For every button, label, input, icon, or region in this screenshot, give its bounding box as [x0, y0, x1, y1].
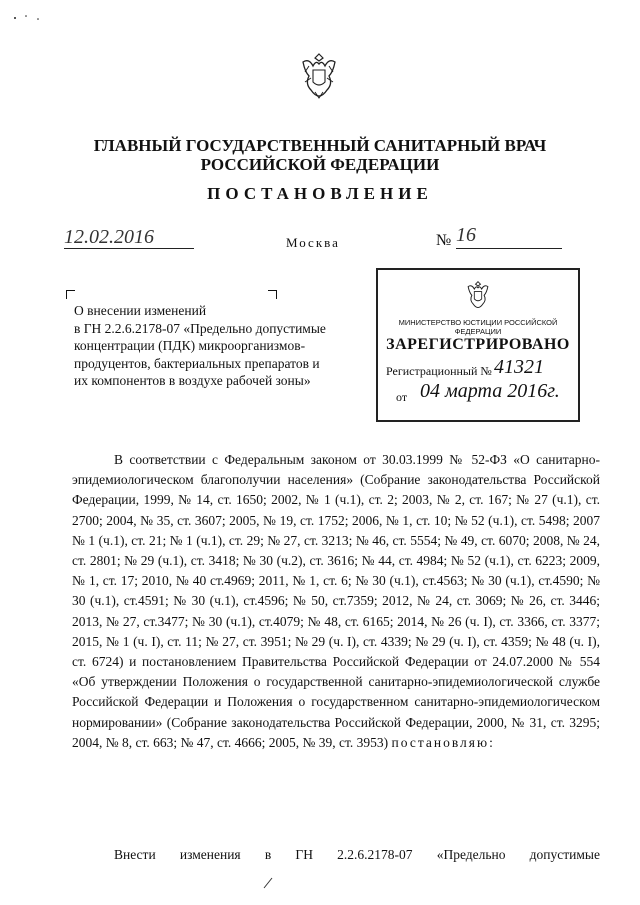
authority-title-line1: ГЛАВНЫЙ ГОСУДАРСТВЕННЫЙ САНИТАРНЫЙ ВРАЧ [93, 136, 547, 155]
document-number: 16 [456, 224, 476, 246]
stamp-from-label: от [396, 390, 408, 404]
coat-of-arms-icon [295, 48, 343, 100]
subject-bracket-left [66, 290, 75, 299]
pen-mark [262, 876, 274, 890]
subject-line: продуцентов, бактериальных препаратов и [74, 355, 320, 371]
number-label: № [436, 232, 452, 249]
subject-line: их компонентов в воздухе рабочей зоны» [74, 373, 311, 388]
stamp-reg-date: 04 марта 2016г. [420, 380, 560, 402]
stamp-reg-label: Регистрационный № [386, 364, 492, 378]
document-type: ПОСТАНОВЛЕНИЕ [207, 184, 433, 203]
body-text [72, 450, 600, 753]
stamp-emblem-icon [463, 278, 493, 310]
scan-speck [12, 12, 52, 22]
subject-bracket-right [268, 290, 277, 299]
paragraph-text: В соответствии с Федеральным законом от 30.03.1999 № 52-ФЗ «О санитарно-эпидемиологическом благополучии населения» (Собрание законодательства Российской Федерации, 1999, № 14, ст. 1650; 2002, № 1 (ч.1), ст. 2; 2003, № 2, ст. 167; № 27 (ч.1), ст. 2700; 2004, № 35, ст. 3607; 2005, № 19, ст. 1752; 2006, № 1, ст. 10; № 52 (ч.1), ст. 5498; 2007 № 1 (ч.1), ст. 21; № 1 (ч.1), ст. 29; № 27, ст. 3213; № 46, ст. 5554; № 49, ст. 6070; 2008, № 24, ст. 2801; № 29 (ч.1), ст. 3418; № 30 (ч.2), ст. 3616; № 44, ст. 4984; № 52 (ч.1), ст. 6223; 2009, № 1, ст. 17; 2010, № 40 ст.4969; 2011, № 1, ст. 6; № 30 (ч.1), ст.4563; № 30 (ч.1), ст.4590; № 30 (ч.1), ст.4591; № 30 (ч.1), ст.4596; № 50, ст.7359; 2012, № 24, ст. 3069; № 26, ст. 3446; 2013, № 27, ст.3477; № 30 (ч.1), ст.4079; № 48, ст. 6165; 2014, № 26 (ч. I), ст. 3366, ст. 3377; 2015, № 1 (ч. I), ст. 11; № 27, ст. 3951; № 29 (ч. I), ст. 4339; № 29 (ч. I), ст. 4359; № 48 (ч. I), ст. 6724) и постановлением Правительства Российской Федерации от 24.07.2000 № 554 «Об утверждении Положения о государственной санитарно-эпидемиологической службе Российской Федерации и Положения о государственном санитарно-эпидемиологическом нормировании» (Собрание законодательства Российской Федерации, 2000, № 31, ст. 3295; 2004, № 8, ст. 663; № 47, ст. 4666; 2005, № 39, ст. 3953) [72, 452, 600, 750]
document-city: Москва [286, 235, 340, 250]
date-underline [64, 248, 194, 249]
stamp-ministry: МИНИСТЕРСТВО ЮСТИЦИИ РОССИЙСКОЙ ФЕДЕРАЦИИ [398, 318, 558, 336]
subject-block [74, 302, 364, 390]
authority-title-line2: РОССИЙСКОЙ ФЕДЕРАЦИИ [200, 155, 440, 174]
body-paragraph [72, 450, 600, 753]
number-underline [456, 248, 562, 249]
body-paragraph-2: Внести изменения в ГН 2.2.6.2178-07 «Предельно допустимые [114, 847, 600, 862]
stamp-registered: ЗАРЕГИСТРИРОВАНО [386, 336, 570, 353]
registration-stamp [376, 268, 580, 422]
subject-line: в ГН 2.2.6.2178-07 «Предельно допустимые [74, 320, 326, 336]
resolve-word: постановляю: [391, 734, 495, 750]
subject-line: О внесении изменений [74, 303, 207, 318]
document-date: 12.02.2016 [64, 226, 154, 248]
subject-line: концентрации (ПДК) микроорганизмов- [74, 338, 306, 353]
stamp-reg-number: 41321 [494, 356, 544, 378]
